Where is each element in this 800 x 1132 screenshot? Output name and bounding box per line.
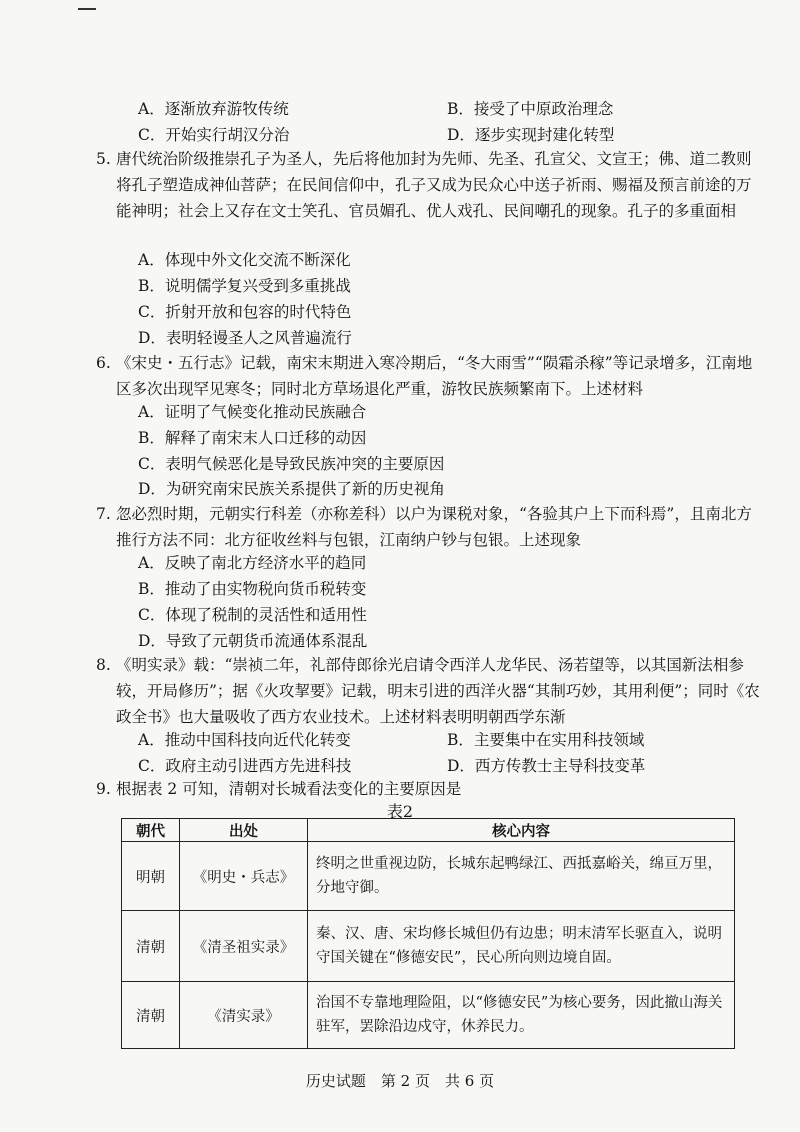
q6-option-a: A．证明了气候变化推动民族融合 — [138, 403, 367, 421]
cell-source: 《清实录》 — [180, 982, 308, 1049]
q4-option-b: B．接受了中原政治理念 — [447, 100, 614, 118]
q8-number: 8. — [96, 656, 111, 674]
q6-option-d: D．为研究南宋民族关系提供了新的历史视角 — [138, 480, 445, 498]
q7-option-d: D．导致了元朝货币流通体系混乱 — [138, 632, 368, 650]
data-table — [121, 818, 735, 1049]
q5-number: 5. — [96, 150, 111, 168]
cell-core-content: 治国不专靠地理险阻，以“修德安民”为核心要务，因此撤山海关驻军，罢除沿边戍守，休养民力。 — [308, 982, 735, 1049]
q7-text: 忽必烈时期，元朝实行科差（亦称差科）以户为课税对象，“各验其户上下而科焉”，且南北方推行方法不同：北方征收丝料与包银，江南纳户钞与包银。上述现象 — [116, 505, 752, 549]
q4-options-row-1 — [138, 97, 758, 123]
q6-option-b: B．解释了南宋末人口迁移的动因 — [138, 429, 367, 447]
page-footer: 历史试题 第 2 页 共 6 页 — [305, 1072, 495, 1090]
q9-text: 根据表 2 可知，清朝对长城看法变化的主要原因是 — [116, 780, 462, 798]
q6-option-c: C．表明气候恶化是导致民族冲突的主要原因 — [138, 455, 445, 473]
table-header-row — [122, 819, 735, 842]
q4-option-d: D．逐步实现封建化转型 — [447, 126, 615, 144]
q9-number: 9. — [96, 780, 111, 798]
q5-option-b: B．说明儒学复兴受到多重挑战 — [138, 277, 351, 295]
table-row — [122, 842, 735, 911]
q8-option-d: D．西方传教士主导科技变革 — [447, 757, 646, 775]
q6-stem — [96, 350, 760, 402]
q6-number: 6. — [96, 354, 111, 372]
q8-options-row-1 — [138, 728, 758, 754]
q7-stem — [96, 501, 760, 553]
cell-core-content: 终明之世重视边防，长城东起鸭绿江、西抵嘉峪关，绵亘万里，分地守御。 — [308, 842, 735, 911]
cell-dynasty: 清朝 — [122, 911, 180, 982]
q8-option-b: B．主要集中在实用科技领域 — [447, 731, 645, 749]
q8-stem — [96, 652, 760, 730]
q8-option-c: C．政府主动引进西方先进科技 — [138, 757, 352, 775]
q7-option-a: A．反映了南北方经济水平的趋同 — [138, 554, 367, 572]
q7-option-b: B．推动了由实物税向货币税转变 — [138, 580, 367, 598]
header-source: 出处 — [180, 819, 308, 842]
table-row — [122, 982, 735, 1049]
cell-source: 《清圣祖实录》 — [180, 911, 308, 982]
header-dynasty: 朝代 — [122, 819, 180, 842]
q5-stem — [96, 146, 760, 224]
q8-text: 《明实录》载：“崇祯二年，礼部侍郎徐光启请令西洋人龙华民、汤若望等，以其国新法相参较，开局修历”；据《火攻挈要》记载，明末引进的西洋火器“其制巧妙，其用利便”；同时《农政全书》也大量吸收了西方农业技术。上述材料表明明朝西学东渐 — [116, 656, 760, 726]
cell-dynasty: 清朝 — [122, 982, 180, 1049]
q7-option-c: C．体现了税制的灵活性和适用性 — [138, 606, 367, 624]
q4-option-c: C．开始实行胡汉分治 — [138, 126, 290, 144]
cell-core-content: 秦、汉、唐、宋均修长城但仍有边患；明末清军长驱直入，说明守国关键在“修德安民”，民心所向则边境自固。 — [308, 911, 735, 982]
cell-dynasty: 明朝 — [122, 842, 180, 911]
q5-text: 唐代统治阶级推崇孔子为圣人，先后将他加封为先师、先圣、孔宣父、文宣王；佛、道二教则将孔子塑造成神仙菩萨；在民间信仰中，孔子又成为民众心中送子祈雨、赐福及预言前途的万能神明；社会上又存在文士笑孔、官员媚孔、优人戏孔、民间嘲孔的现象。孔子的多重面相 — [116, 150, 752, 220]
q5-option-d: D．表明轻谩圣人之风普遍流行 — [138, 329, 352, 347]
q5-option-a: A．体现中外文化交流不断深化 — [138, 251, 351, 269]
q8-option-a: A．推动中国科技向近代化转变 — [138, 731, 351, 749]
scan-mark — [78, 8, 96, 10]
table-caption: 表2 — [386, 802, 414, 821]
q6-text: 《宋史・五行志》记载，南宋末期进入寒冷期后，“冬大雨雪”“陨霜杀稼”等记录增多，江南地区多次出现罕见寒冬；同时北方草场退化严重，游牧民族频繁南下。上述材料 — [116, 354, 753, 398]
header-core-content: 核心内容 — [308, 819, 735, 842]
q7-number: 7. — [96, 505, 111, 523]
table-row — [122, 911, 735, 982]
q5-option-c: C．折射开放和包容的时代特色 — [138, 303, 352, 321]
cell-source: 《明史・兵志》 — [180, 842, 308, 911]
q4-option-a: A．逐渐放弃游牧传统 — [138, 100, 289, 118]
